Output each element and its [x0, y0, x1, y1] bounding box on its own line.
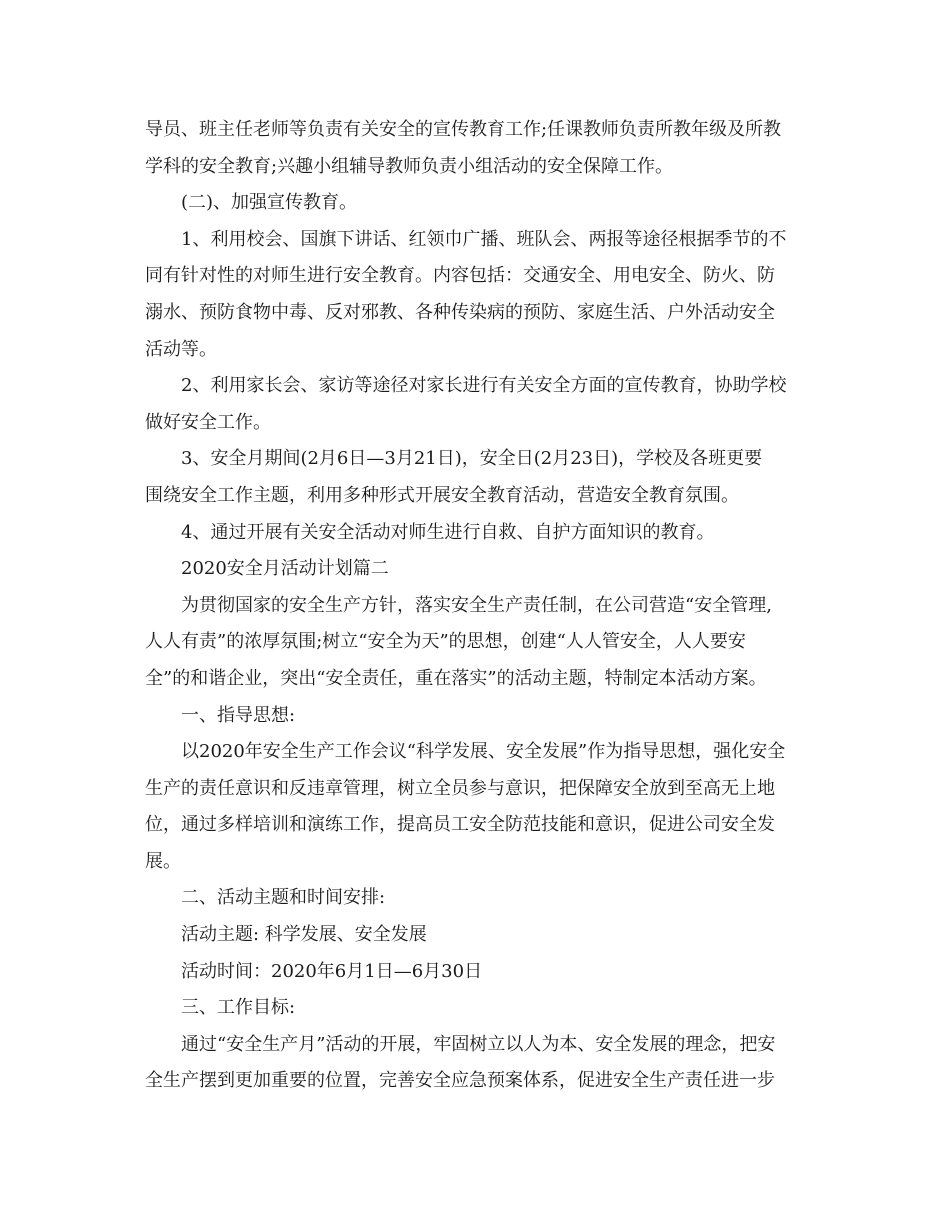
text-line: 溺水、预防食物中毒、反对邪教、各种传染病的预防、家庭生活、户外活动安全 — [145, 301, 775, 323]
text-line: 生产的责任意识和反违章管理，树立全员参与意识，把保障安全放到至高无上地 — [145, 777, 775, 799]
text-line: 同有针对性的对师生进行安全教育。内容包括：交通安全、用电安全、防火、防 — [145, 265, 775, 287]
text-line: 学科的安全教育;兴趣小组辅导教师负责小组活动的安全保障工作。 — [145, 155, 674, 177]
text-line: 导员、班主任老师等负责有关安全的宣传教育工作;任课教师负责所教年级及所教 — [145, 119, 782, 140]
text-line: 活动等。 — [145, 338, 217, 360]
section-heading: (二)、加强宣传教育。 — [181, 192, 358, 214]
text-line: 围绕安全工作主题，利用多种形式开展安全教育活动，营造安全教育氛围。 — [145, 484, 739, 506]
text-line: 活动时间：2020年6月1日—6月30日 — [181, 960, 483, 982]
section-heading: 一、指导思想: — [181, 704, 296, 726]
text-line: 以2020年安全生产工作会议“科学发展、安全发展”作为指导思想，强化安全 — [181, 741, 786, 763]
text-line: 全生产摆到更加重要的位置，完善安全应急预案体系，促进安全生产责任进一步 — [145, 1070, 775, 1092]
text-line: 全”的和谐企业，突出“安全责任，重在落实”的活动主题，特制定本活动方案。 — [145, 667, 767, 689]
section-heading: 三、工作目标: — [181, 997, 296, 1019]
text-line: 2、利用家长会、家访等途径对家长进行有关安全方面的宣传教育，协助学校 — [181, 375, 787, 397]
text-line: 1、利用校会、国旗下讲话、红领巾广播、班队会、两报等途径根据季节的不 — [181, 228, 787, 250]
text-line: 4、通过开展有关安全活动对师生进行自救、自护方面知识的教育。 — [181, 521, 715, 543]
text-line: 展。 — [145, 850, 181, 872]
text-line: 通过“安全生产月”活动的开展，牢固树立以人为本、安全发展的理念，把安 — [181, 1033, 776, 1055]
section-heading: 二、活动主题和时间安排: — [181, 887, 386, 909]
section-title: 2020安全月活动计划篇二 — [181, 558, 389, 580]
text-line: 为贯彻国家的安全生产方针，落实安全生产责任制，在公司营造“安全管理, — [181, 594, 772, 616]
text-line: 人人有责”的浓厚氛围;树立“安全为天”的思想，创建“人人管安全，人人要安 — [145, 631, 746, 653]
text-line: 3、安全月期间(2月6日—3月21日)，安全日(2月23日)，学校及各班更要 — [181, 448, 763, 470]
text-line: 位，通过多样培训和演练工作，提高员工安全防范技能和意识，促进公司安全发 — [145, 814, 775, 836]
text-line: 做好安全工作。 — [145, 411, 271, 433]
text-line: 活动主题: 科学发展、安全发展 — [181, 924, 427, 946]
document-body — [145, 112, 810, 1100]
